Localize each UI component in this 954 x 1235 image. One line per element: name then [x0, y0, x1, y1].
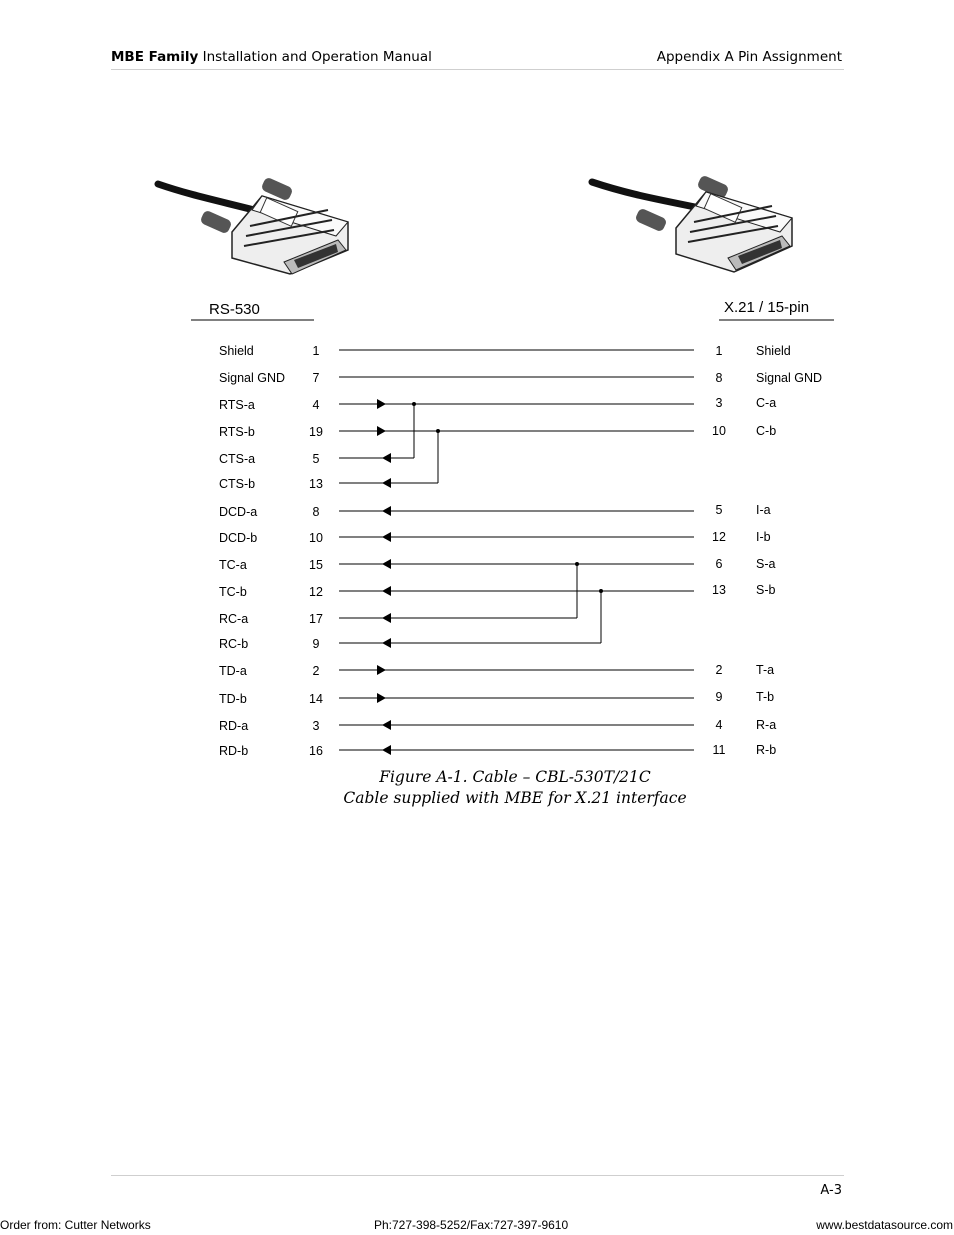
- right-pin-name: Signal GND: [756, 371, 822, 385]
- left-pin-name: Shield: [219, 344, 254, 358]
- right-pin-number: 3: [715, 396, 723, 410]
- left-pin-number: 7: [312, 371, 320, 385]
- arrow-right: [377, 426, 386, 436]
- running-header-right: Appendix A Pin Assignment: [656, 49, 842, 65]
- right-pin-name: T-a: [756, 663, 775, 677]
- arrow-left: [382, 720, 391, 730]
- left-pin-name: DCD-a: [219, 505, 258, 519]
- left-pin-name: TC-a: [219, 558, 247, 572]
- right-pin-name: C-a: [756, 396, 777, 410]
- left-pin-name: RTS-a: [219, 398, 255, 412]
- arrow-left: [382, 532, 391, 542]
- arrow-right: [377, 399, 386, 409]
- right-pin-number: 9: [715, 690, 723, 704]
- right-pin-number: 10: [712, 424, 726, 438]
- left-pin-name: CTS-a: [219, 452, 256, 466]
- left-pin-number: 13: [309, 477, 323, 491]
- right-pin-name: I-b: [756, 530, 771, 544]
- right-pin-name: S-a: [756, 557, 776, 571]
- right-pin-name: T-b: [756, 690, 775, 704]
- left-pin-name: RD-a: [219, 719, 249, 733]
- arrow-left: [382, 506, 391, 516]
- right-pin-number: 13: [712, 583, 726, 597]
- arrow-left: [382, 638, 391, 648]
- right-pin-labels: [712, 344, 822, 757]
- left-pin-number: 4: [312, 398, 320, 412]
- right-pin-name: R-b: [756, 743, 777, 757]
- left-connector-label: RS-530: [209, 301, 260, 318]
- left-pin-name: RD-b: [219, 744, 249, 758]
- right-pin-number: 12: [712, 530, 726, 544]
- left-pin-name: RC-b: [219, 637, 249, 651]
- page-number: A-3: [820, 1183, 842, 1198]
- manual-title: Installation and Operation Manual: [202, 49, 432, 65]
- left-pin-name: TD-b: [219, 692, 247, 706]
- footer-rule: [111, 1175, 844, 1176]
- right-connector-label: X.21 / 15-pin: [724, 299, 810, 316]
- arrow-left: [382, 559, 391, 569]
- arrow-left: [382, 745, 391, 755]
- left-pin-number: 12: [309, 585, 323, 599]
- left-pin-name: TD-a: [219, 664, 247, 678]
- footer-right: www.bestdatasource.com: [816, 1218, 953, 1232]
- arrow-right: [377, 665, 386, 675]
- left-pin-name: CTS-b: [219, 477, 256, 491]
- db15-connector-illustration: [592, 175, 792, 272]
- right-pin-name: C-b: [756, 424, 777, 438]
- left-pin-number: 19: [309, 425, 323, 439]
- wiring: [339, 350, 694, 755]
- right-pin-name: Shield: [756, 344, 791, 358]
- right-pin-number: 11: [712, 743, 726, 757]
- left-pin-number: 1: [312, 344, 320, 358]
- left-pin-labels: [219, 344, 323, 758]
- right-pin-name: S-b: [756, 583, 776, 597]
- left-pin-number: 8: [312, 505, 320, 519]
- arrow-left: [382, 478, 391, 488]
- figure-caption-subtitle: Cable supplied with MBE for X.21 interface: [343, 789, 687, 807]
- left-pin-number: 2: [312, 664, 320, 678]
- footer-center: Ph:727-398-5252/Fax:727-397-9610: [374, 1218, 569, 1232]
- right-pin-number: 8: [715, 371, 723, 385]
- right-pin-number: 1: [715, 344, 723, 358]
- right-pin-name: R-a: [756, 718, 777, 732]
- figure-caption-title: Figure A-1. Cable – CBL-530T/21C: [379, 768, 651, 786]
- arrow-left: [382, 613, 391, 623]
- arrow-left: [382, 586, 391, 596]
- right-pin-number: 5: [715, 503, 723, 517]
- left-pin-name: RTS-b: [219, 425, 255, 439]
- left-pin-name: TC-b: [219, 585, 247, 599]
- left-pin-name: Signal GND: [219, 371, 285, 385]
- left-pin-number: 9: [312, 637, 320, 651]
- left-pin-number: 17: [309, 612, 323, 626]
- footer-left: Order from: Cutter Networks: [0, 1218, 151, 1232]
- right-pin-number: 6: [715, 557, 723, 571]
- right-pin-number: 4: [715, 718, 723, 732]
- arrow-left: [382, 453, 391, 463]
- left-pin-number: 3: [312, 719, 320, 733]
- right-pin-name: I-a: [756, 503, 771, 517]
- left-pin-number: 10: [309, 531, 323, 545]
- arrow-right: [377, 693, 386, 703]
- brand-name: MBE Family: [111, 49, 199, 65]
- left-pin-number: 14: [309, 692, 323, 706]
- left-pin-name: DCD-b: [219, 531, 258, 545]
- left-pin-number: 15: [309, 558, 323, 572]
- left-pin-number: 16: [309, 744, 323, 758]
- db25-connector-illustration: [158, 177, 348, 274]
- right-pin-number: 2: [715, 663, 723, 677]
- left-pin-name: RC-a: [219, 612, 249, 626]
- left-pin-number: 5: [312, 452, 320, 466]
